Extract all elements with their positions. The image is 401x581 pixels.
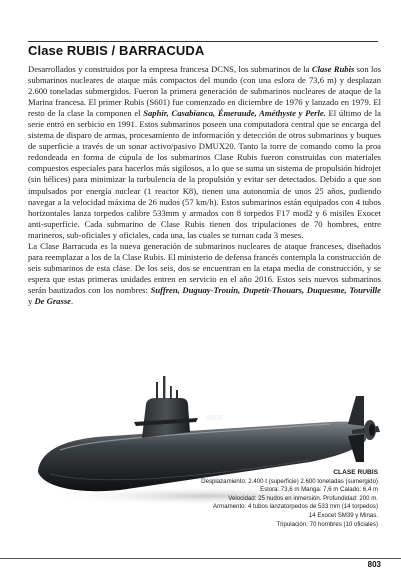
text-run: Desarrollados y construidos por la empresa francesa DCNS, los submarinos de la — [28, 64, 312, 74]
spec-line: Armamento: 4 tubos lanzatorpedos de 533 mm (14 torpedos) — [213, 503, 378, 511]
text-run: . — [70, 295, 74, 306]
italic-run: De Grasse — [34, 295, 71, 306]
title-rule — [28, 41, 378, 42]
italic-run: Suffren, Duguay-Trouin, Dupetit-Thouars, Duquesme, Tourville — [150, 284, 381, 295]
spec-line: Eslora: 73,6 m Manga: 7,6 m Calado: 6,4 m — [260, 486, 378, 494]
text-run: y — [28, 295, 35, 306]
specs-title: CLASE RUBIS — [333, 469, 378, 476]
page-title: Clase RUBIS / BARRACUDA — [28, 43, 205, 58]
text-run: El último de la serie entró en serbicio en 1991. Estos submarinos poseen una computadora central que se encarga del sistema de disparo de armas, procesamiento de información y detección de otros submarinos y buques de superficie a través de un sonar activo/pasivo DMUX20. Tanto la torre de comando como la proa redondeada en forma de cúpula de los submarinos Clase Rubis fueron construidas con materiales compuestos especiales para hacerlos más sigilosos, a lo que se suma un sistema de propulsión hidrojet (sin hélices) para minimizar la turbulencia de la propulsión y evitar ser detectados. Debido a que son impulsados por energía nuclear (1 reactor K8), tienen una autonomía de unos 25 años, pudiendo navegar a la velocidad máxima de 26 nudos (57 km/h). Estos submarinos están equipados con 4 tubos horizontales lanza torpedos calibre 533mm y armados con 8 torpedos F17 mod2 y 6 misiles Exocet anti-superficie. Cada submarino de Clase Rubis tienen dos tripulaciones de 70 hombres, entre marineros, sub-oficiales y oficiales, cada una, las cuales se turnan cada 3 meses. — [28, 108, 381, 240]
spec-line: Tripulación: 70 hombres (10 oficiales) — [276, 520, 378, 528]
footer-rule — [0, 558, 401, 559]
italic-run: Saphir, Casabianca, Émeraude, Améthyste y Perle. — [143, 108, 326, 119]
italic-run: Clase Rubis — [311, 64, 355, 74]
spec-line: Desplazamiento: 2.400 t (superficie) 2.600 toneladas (sumergido) — [201, 477, 378, 485]
text-run: son los submarinos nucleares de ataque más compactos del mundo (con una eslora de 73,6 m) y desplazan 2.600 toneladas submergidos. Fueron la primera generación de submarinos nucleares de ataque de la Marina francesa. El primer Rubis (S601) fue comenzado en diciembre de 1976 y lanzado en 1979. El resto de la clase la componen el — [28, 64, 382, 119]
text-run: La Clase Barracuda es la nueva generación de submarinos nucleares de ataque franceses, diseñados para reemplazar a los de la Clase Rubis. El ministerio de defensa francés contempla la construcción de seis submarinos de esta clase. De los seis, dos se encuentran en la etapa media de construcción, y se espera que estas primeras unidades entren en servicio en el año 2016. Estos seis nuevos submarinos serán bautizados con los nombres: — [28, 240, 381, 295]
spec-line: 14 Exocet SM39 y Minas. — [308, 511, 378, 519]
paragraph-rubis — [28, 64, 381, 241]
paragraph-barracuda — [28, 241, 381, 307]
article-body — [28, 64, 381, 307]
hull-number: S605 — [206, 415, 223, 422]
page-number: 803 — [367, 560, 381, 569]
specs-caption — [138, 469, 378, 529]
spec-line: Velocidad: 25 nudos en inmersión. Profundidad: 200 m. — [228, 494, 378, 502]
